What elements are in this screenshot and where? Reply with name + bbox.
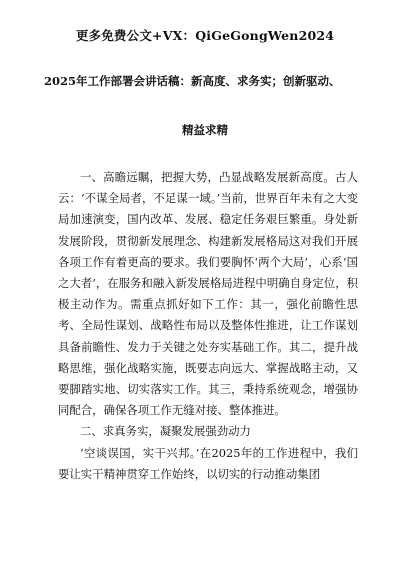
- section-heading-2: 二、求真务实，凝聚发展强劲动力: [80, 424, 251, 439]
- document-body: [58, 167, 358, 485]
- document-title-line-2: 精益求精: [182, 123, 228, 137]
- document-title-line-1: 2025年工作部署会讲话稿：新高度、求务实；创新驱动、: [44, 74, 341, 88]
- body-paragraph-1: 一、高瞻远瞩，把握大势，凸显战略发展新高度。古人云：‘不谋全局者，不足谋一域。’当前，世界百年未有之大变局加速演变，国内改革、发展、稳定任务艰巨繁重。身处新发展阶段，贯彻新发展理念、构建新发展格局这对我们开展各项工作有着更高的要求。我们要胸怀‘两个大局’，心系‘国之大者’，在服务和融入新发展格局进程中明确自身定位，积极主动作为。需重点抓好如下工作：其一，强化前瞻性思考、全局性谋划、战略性布局以及整体性推进，让工作谋划具备前瞻性、发力于关键之处夯实基础工作。其二，提升战略思维，强化战略实施，既要志向远大、掌握战略主动，又要脚踏实地、切实落实工作。其三，秉持系统观念，增强协同配合，确保各项工作无缝对接、整体推进。: [58, 170, 358, 418]
- promo-header: 更多免费公文+VX：QiGeGongWen2024: [75, 28, 335, 43]
- body-paragraph-3: ‘空谈误国，实干兴邦。’在2025年的工作进程中，我们要让实干精神贯穿工作始终，以切实的行动推动集团: [58, 445, 358, 481]
